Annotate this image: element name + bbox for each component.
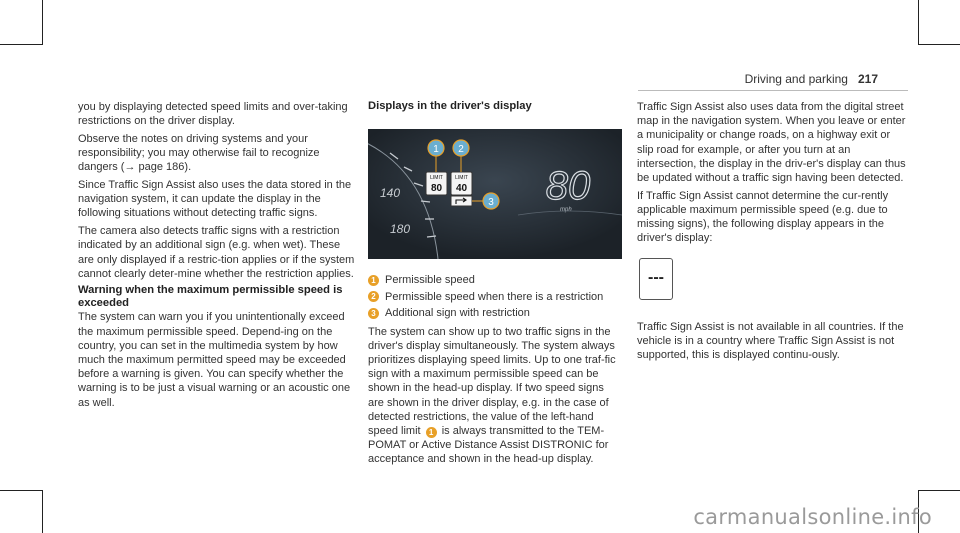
sign-2-value: 40 <box>455 183 468 194</box>
dashboard-graphic <box>368 129 622 259</box>
legend-item <box>368 273 622 287</box>
inline-callout-1: 1 <box>426 427 437 438</box>
paragraph-intro: you by displaying detected speed limits and over-taking restrictions on the driver display. <box>78 101 348 128</box>
crop-mark <box>918 0 919 45</box>
body-text-before: The system can show up to two traffic signs in the driver's display simultaneously. The system always prioritizes displaying speed limits. Up to one traf-fic sign with a maximum permissible speed can be shown in the head-up display. If two speed signs are shown in the driver display, e.g. in the case of detected restrictions, the value of the left-hand speed limit <box>368 325 616 438</box>
column-middle <box>368 100 622 470</box>
speed-unit: mph <box>560 207 572 213</box>
paragraph-digital-map: Traffic Sign Assist also uses data from the digital street map in the navigation system. When you leave or enter a municipality or change roads, on a highway exit or slip road for example, or after you turn at an intersection, the display in the driv-er's display can thus be updated without a traffic sign having been detected. <box>637 101 906 185</box>
crop-mark <box>0 44 43 45</box>
column-left <box>78 100 358 413</box>
callout-3-number: 3 <box>488 197 494 208</box>
paragraph-cannot-determine: If Traffic Sign Assist cannot determine the cur-rently applicable maximum permissible speed (e.g. due to missing signs), the following display appears in the driver's display: <box>637 189 889 245</box>
gauge-label-180: 180 <box>390 222 411 236</box>
paragraph-traffic-sign: Since Traffic Sign Assist also uses the data stored in the navigation system, it can update the display in the following situations without detecting traffic signs. <box>78 179 352 220</box>
sign-2-label: LIMIT <box>455 175 468 181</box>
crop-mark <box>918 490 960 491</box>
driver-display-illustration <box>368 129 622 259</box>
callout-2-number: 2 <box>458 144 464 155</box>
displays-heading: Displays in the driver's display <box>368 100 532 112</box>
legend-item <box>368 306 622 320</box>
crop-mark <box>42 490 43 533</box>
legend-text: Permissible speed when there is a restriction <box>385 290 604 303</box>
crop-mark <box>42 0 43 45</box>
legend-text: Additional sign with restriction <box>385 307 530 320</box>
crop-mark <box>0 490 43 491</box>
legend-number: 1 <box>368 275 379 286</box>
legend-number: 2 <box>368 291 379 302</box>
watermark: carmanualsonline.info <box>693 505 932 529</box>
gauge-label-140: 140 <box>380 186 401 200</box>
column-right <box>637 100 909 366</box>
page-number: 217 <box>857 72 878 86</box>
body-text-after: is always transmitted to the TEM-POMAT or Active Distance Assist DISTRONIC for acceptance and shown in the head-up display. <box>368 425 609 466</box>
crop-mark <box>918 44 960 45</box>
paragraph-availability: Traffic Sign Assist is not available in all countries. If the vehicle is in a country where Traffic Sign Assist is not supported, this is displayed continu-ously. <box>637 320 904 361</box>
page-header <box>745 72 878 86</box>
legend-item <box>368 290 622 304</box>
warning-heading: Warning when the maximum permissible speed is exceeded <box>78 284 343 310</box>
paragraph-warning: The system can warn you if you unintentionally exceed the maximum permissible speed. Depend-ing on the country, you can set in the multimedia system by how much the maximum permitted speed may be exceeded before a warning is given. You can specify whether the warning is to be just a visual warning or an acoustic one as well. <box>78 311 351 409</box>
section-title: Driving and parking <box>744 72 848 86</box>
legend-number: 3 <box>368 308 379 319</box>
legend-text: Permissible speed <box>385 274 475 286</box>
digital-speed: 80 <box>545 164 591 208</box>
callout-1-number: 1 <box>433 144 439 155</box>
paragraph-display-priority <box>368 325 622 467</box>
paragraph-camera: The camera also detects traffic signs with a restriction indicated by an additional sign (e.g. when wet). These are only displayed if a restric-tion applies or if the system cannot clearly deter-mine whether the restriction applies. <box>78 225 355 280</box>
sign-1-value: 80 <box>430 183 443 194</box>
legend-list <box>368 273 622 321</box>
no-speed-limit-symbol: --- <box>639 258 673 300</box>
sign-1-label: LIMIT <box>430 175 443 181</box>
header-divider <box>638 90 908 91</box>
additional-restriction-sign <box>451 196 472 206</box>
paragraph-observe: Observe the notes on driving systems and your responsibility; you may otherwise fail to recognize dangers (→ page 186). <box>78 132 320 174</box>
